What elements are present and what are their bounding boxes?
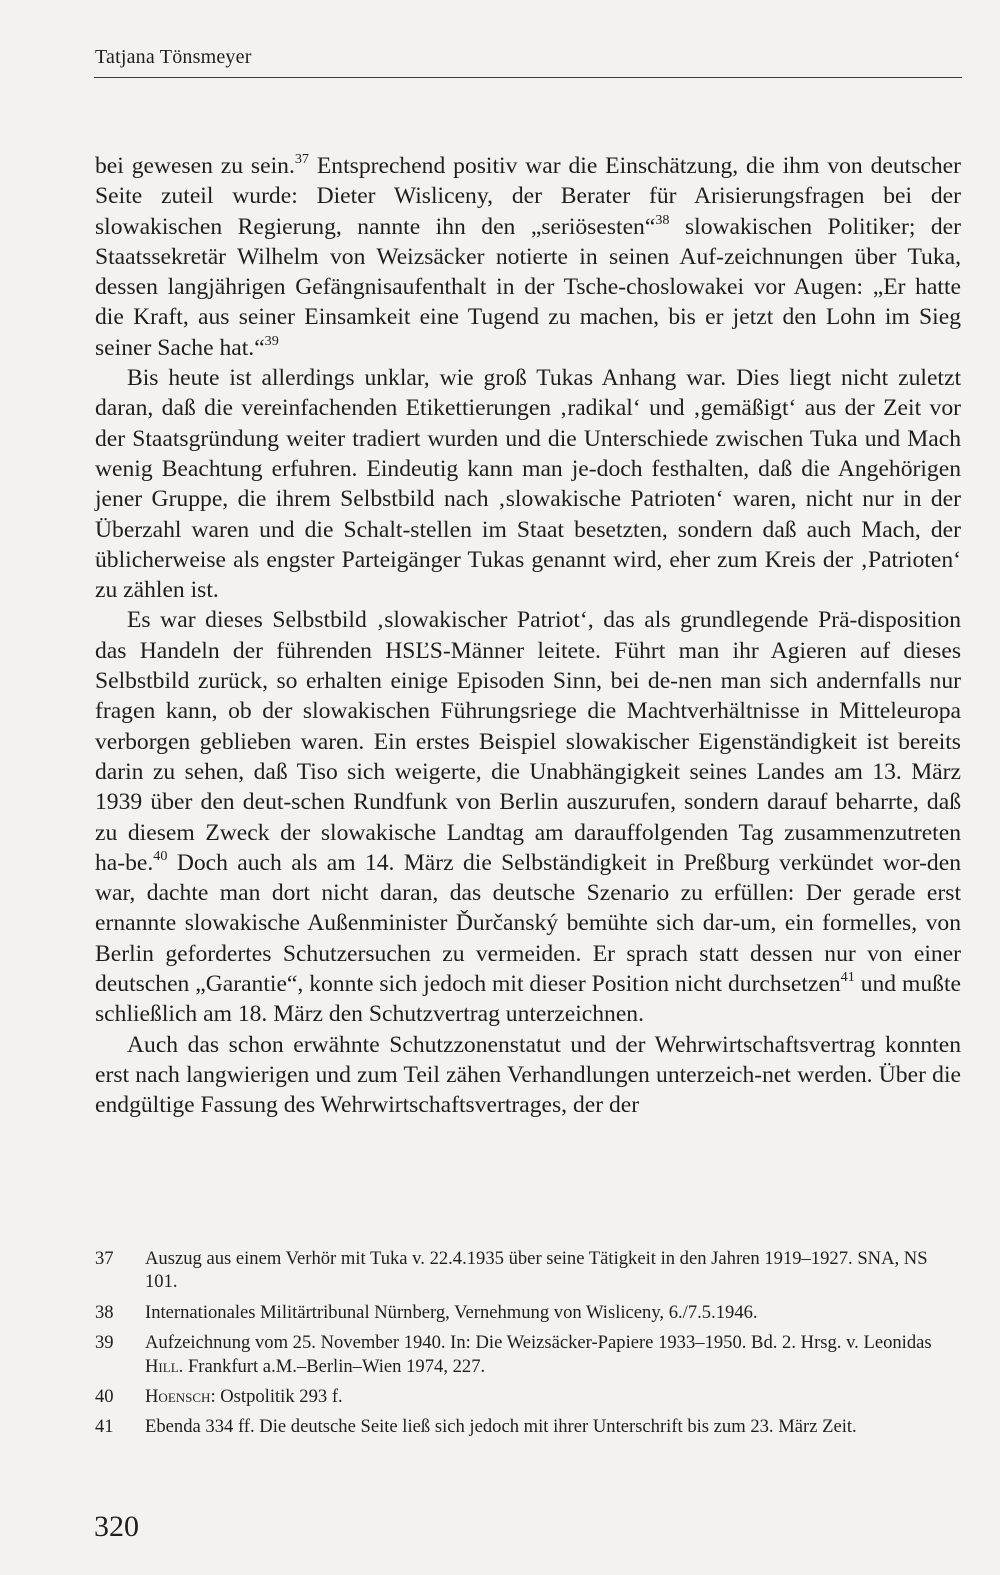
- text-run: . Frankfurt a.M.–Berlin–Wien 1974, 227.: [178, 1355, 486, 1377]
- text-run: : Ostpolitik 293 f.: [210, 1386, 343, 1408]
- footnote-text: Internationales Militärtribunal Nürnberg, Vernehmung von Wisliceny, 6./7.5.1946.: [145, 1301, 758, 1323]
- footnote-41: [95, 1415, 961, 1438]
- footnotes: [95, 1247, 961, 1446]
- footnote-number: 39: [95, 1332, 114, 1354]
- footnote-ref-37: 37: [294, 151, 309, 168]
- footnote-ref-38: 38: [655, 211, 670, 228]
- footnote-ref-39: 39: [264, 332, 279, 349]
- text-run: slowakischen Politiker; der Staatssekretär Wilhelm von Weizsäcker notierte in seinen Auf-zeichnungen über Tuka, dessen langjährigen Gefängnisaufenthalt in der Tsche-choslowakei vor Augen: „Er hatte die Kraft, aus seiner Einsamkeit eine Tugend zu machen, bis er jetzt den Lohn im Sieg seiner Sache hat.“: [95, 213, 961, 361]
- main-text: [95, 151, 961, 1121]
- footnote-text: Auszug aus einem Verhör mit Tuka v. 22.4.1935 über seine Tätigkeit in den Jahren 1919–1927. SNA, NS 101.: [145, 1248, 928, 1293]
- paragraph-4: Auch das schon erwähnte Schutzzonenstatut und der Wehrwirtschaftsvertrag konnten erst nach langwierigen und zum Teil zähen Verhandlungen unterzeich-net werden. Über die endgültige Fassung des Wehrwirtschaftsvertrages, der der: [95, 1031, 961, 1119]
- running-head: Tatjana Tönsmeyer: [95, 46, 252, 68]
- text-run: Entsprechend positiv war die Einschätzung, die ihm von deutscher Seite zuteil wurde: Dieter Wisliceny, der Berater für Arisierungsfragen bei der slowakischen Regierung, nannte ihn den „seriösesten“: [95, 153, 961, 240]
- footnote-number: 40: [95, 1386, 114, 1408]
- footnote-number: 37: [95, 1248, 114, 1269]
- header-rule: [94, 77, 962, 78]
- footnote-number: 38: [95, 1301, 114, 1323]
- footnote-40: [95, 1385, 961, 1408]
- author-name: Hoensch: [145, 1386, 211, 1408]
- footnote-38: [95, 1301, 961, 1324]
- text-run: Aufzeichnung vom 25. November 1940. In: Die Weizsäcker-Papiere 1933–1950. Bd. 2. Hrsg. v. Leonidas: [145, 1332, 932, 1354]
- footnote-text: [145, 1385, 961, 1408]
- footnote-text: [145, 1331, 961, 1378]
- footnote-number: 41: [95, 1416, 114, 1438]
- text-run: Es war dieses Selbstbild ‚slowakischer Patriot‘, das als grundlegende Prä-disposition das Handeln der führenden HSĽS-Männer leitete. Führt man ihr Agieren auf dieses Selbstbild zurück, so erhalten einige Episoden Sinn, bei de-nen man sich andernfalls nur fragen kann, ob der slowakischen Führungsriege die Machtverhältnisse in Mitteleuropa verborgen geblieben waren. Ein erstes Beispiel slowakischer Eigenständigkeit ist bereits darin zu sehen, daß Tiso sich weigerte, die Unabhängigkeit seines Landes am 13. März 1939 über den deut-schen Rundfunk von Berlin auszurufen, sondern darauf beharrte, daß zu diesem Zweck der slowakische Landtag am darauffolgenden Tag zusammenzutreten ha-be.: [95, 607, 961, 876]
- footnote-37: [95, 1247, 961, 1294]
- paragraph-3: [95, 605, 961, 1029]
- page-number: 320: [94, 1510, 139, 1543]
- author-name: Hill: [145, 1355, 179, 1377]
- footnote-text: Ebenda 334 ff. Die deutsche Seite ließ sich jedoch mit ihrer Unterschrift bis zum 23. März Zeit.: [145, 1416, 857, 1438]
- footnote-ref-40: 40: [153, 847, 168, 864]
- paragraph-2: Bis heute ist allerdings unklar, wie groß Tukas Anhang war. Dies liegt nicht zuletzt daran, daß die vereinfachenden Etikettierungen ‚radikal‘ und ‚gemäßigt‘ aus der Zeit vor der Staatsgründung weiter tradiert wurden und die Unterschiede zwischen Tuka und Mach wenig Beachtung erfuhren. Eindeutig kann man je-doch festhalten, daß die Angehörigen jener Gruppe, die ihrem Selbstbild nach ‚slowakische Patrioten‘ waren, nicht nur in der Überzahl waren und die Schalt-stellen im Staat besetzten, sondern daß auch Mach, der üblicherweise als engster Parteigänger Tukas genannt wird, eher zum Kreis der ‚Patrioten‘ zu zählen ist.: [95, 365, 961, 604]
- text-run: und mußte schließlich am 18. März den Schutzvertrag unterzeichnen.: [95, 971, 961, 1028]
- footnote-ref-41: 41: [840, 969, 855, 986]
- text-run: Doch auch als am 14. März die Selbständigkeit in Preßburg verkündet wor-den war, dachte man dort nicht daran, das deutsche Szenario zu erfüllen: Der gerade erst ernannte slowakische Außenminister Ďurčanský bemühte sich dar-um, ein formelles, von Berlin gefordertes Schutzersuchen zu vermeiden. Er sprach statt dessen nur von einer deutschen „Garantie“, konnte sich jedoch mit dieser Position nicht durchsetzen: [95, 849, 961, 998]
- text-run: bei gewesen zu sein.: [95, 153, 295, 179]
- paragraph-1: [95, 151, 961, 363]
- footnote-39: [95, 1331, 961, 1378]
